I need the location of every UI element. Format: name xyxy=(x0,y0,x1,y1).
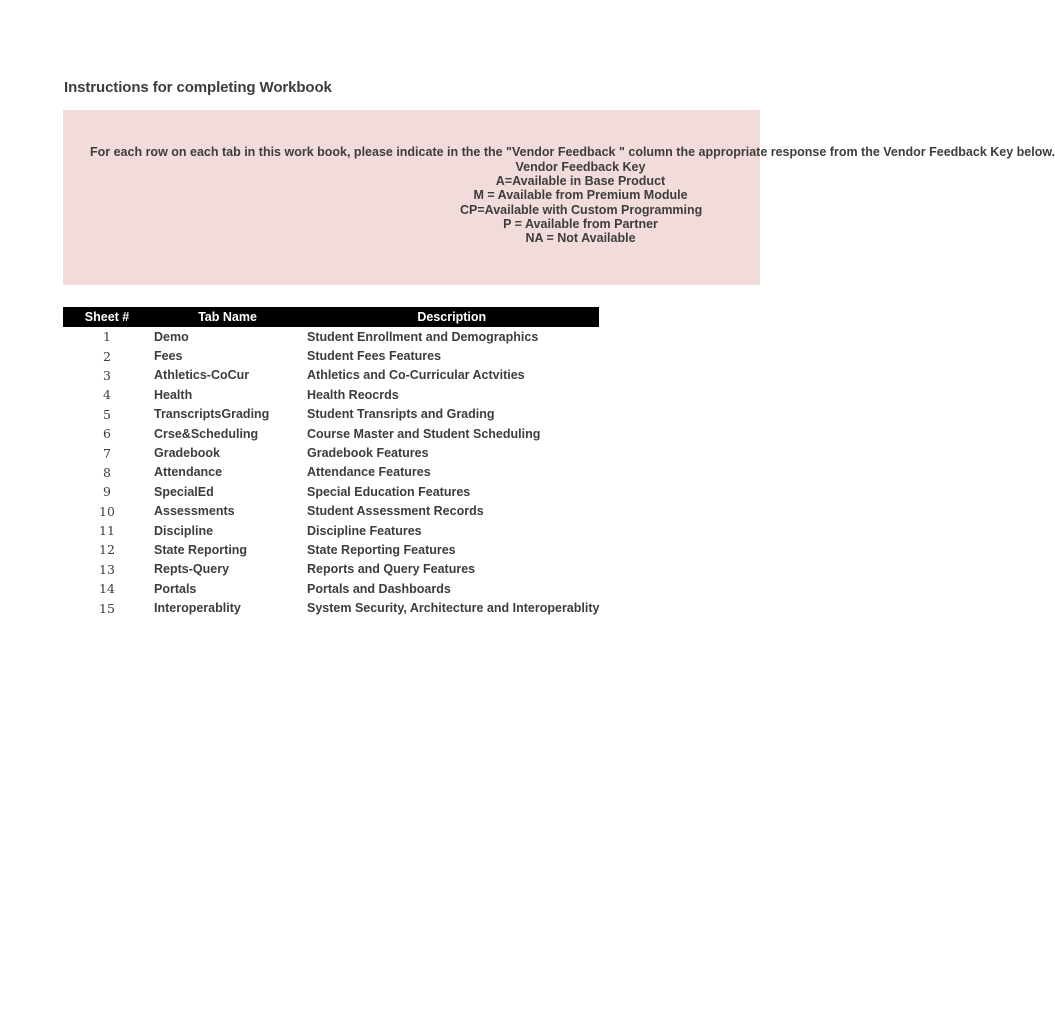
tab-name: Health xyxy=(154,387,193,402)
tab-description: Portals and Dashboards xyxy=(307,581,451,596)
tab-description: Health Reocrds xyxy=(307,387,399,402)
instructions-box xyxy=(63,110,1055,285)
tab-name: SpecialEd xyxy=(154,484,214,499)
tab-name: TranscriptsGrading xyxy=(154,407,270,422)
sheet-number: 3 xyxy=(103,367,111,383)
tab-name: Repts-Query xyxy=(154,562,230,577)
key-item: NA = Not Available xyxy=(525,231,636,245)
table-row xyxy=(63,540,599,559)
table-row xyxy=(63,579,599,598)
tab-name: Fees xyxy=(154,349,183,364)
tab-description: State Reporting Features xyxy=(307,542,456,557)
sheet-number: 2 xyxy=(103,348,111,364)
tab-description: Special Education Features xyxy=(307,484,471,499)
table-header-row xyxy=(63,307,599,327)
sheet-number: 10 xyxy=(99,503,115,519)
tab-description: Student Fees Features xyxy=(307,349,442,364)
sheet-number: 1 xyxy=(103,329,111,345)
tab-name: Assessments xyxy=(154,504,235,519)
tab-description: Reports and Query Features xyxy=(307,562,476,577)
tab-description: Student Transripts and Grading xyxy=(307,407,495,422)
tab-name: Athletics-CoCur xyxy=(154,368,250,383)
header-description: Description xyxy=(304,307,599,327)
table-row xyxy=(63,443,599,462)
header-sheet-num: Sheet # xyxy=(63,307,151,327)
tab-name: Interoperablity xyxy=(154,601,241,616)
sheet-number: 15 xyxy=(99,600,115,616)
tab-name: Demo xyxy=(154,329,189,344)
tab-description: Course Master and Student Scheduling xyxy=(307,426,541,441)
table-row xyxy=(63,521,599,540)
key-title: Vendor Feedback Key xyxy=(515,160,646,174)
sheet-number: 14 xyxy=(99,581,115,597)
tab-name: Crse&Scheduling xyxy=(154,426,259,441)
tab-name: Gradebook xyxy=(154,446,220,461)
table-row xyxy=(63,463,599,482)
sheet-number: 7 xyxy=(103,445,111,461)
page-title: Instructions for completing Workbook xyxy=(64,79,332,96)
table-row xyxy=(63,424,599,443)
tab-name: Discipline xyxy=(154,523,214,538)
table-row xyxy=(63,366,599,385)
table-row xyxy=(63,598,599,617)
tab-description: Student Enrollment and Demographics xyxy=(307,329,539,344)
sheet-number: 12 xyxy=(99,542,115,558)
instructions-text: For each row on each tab in this work book, please indicate in the the "Vendor Feedback " column the appropriate response from the Vendor Feedback Key below. xyxy=(90,145,1055,159)
tab-description: Athletics and Co-Curricular Actvities xyxy=(307,368,525,383)
sheet-number: 5 xyxy=(103,406,111,422)
sheet-number: 9 xyxy=(103,484,111,500)
key-item: CP=Available with Custom Programming xyxy=(460,203,703,217)
sheet-number: 11 xyxy=(99,523,115,539)
table-body xyxy=(63,327,599,618)
tab-description: System Security, Architecture and Interoperablity xyxy=(307,601,600,616)
table-row xyxy=(63,327,599,346)
header-tab-name: Tab Name xyxy=(151,307,304,327)
sheet-number: 13 xyxy=(99,561,115,577)
tab-description: Attendance Features xyxy=(307,465,431,480)
sheet-number: 6 xyxy=(103,426,111,442)
table-row xyxy=(63,482,599,501)
table-row xyxy=(63,346,599,365)
tab-name: State Reporting xyxy=(154,542,248,557)
key-item: M = Available from Premium Module xyxy=(473,188,688,202)
table-row xyxy=(63,405,599,424)
table-row xyxy=(63,502,599,521)
tab-name: Attendance xyxy=(154,465,223,480)
tab-name: Portals xyxy=(154,581,197,596)
tab-description: Student Assessment Records xyxy=(307,504,484,519)
tab-description: Discipline Features xyxy=(307,523,422,538)
tabs-table xyxy=(63,307,599,618)
sheet-number: 8 xyxy=(103,464,111,480)
sheet-number: 4 xyxy=(103,387,111,403)
key-item: P = Available from Partner xyxy=(503,217,658,231)
key-item: A=Available in Base Product xyxy=(495,174,666,188)
tab-description: Gradebook Features xyxy=(307,446,429,461)
table-row xyxy=(63,385,599,404)
table-row xyxy=(63,560,599,579)
